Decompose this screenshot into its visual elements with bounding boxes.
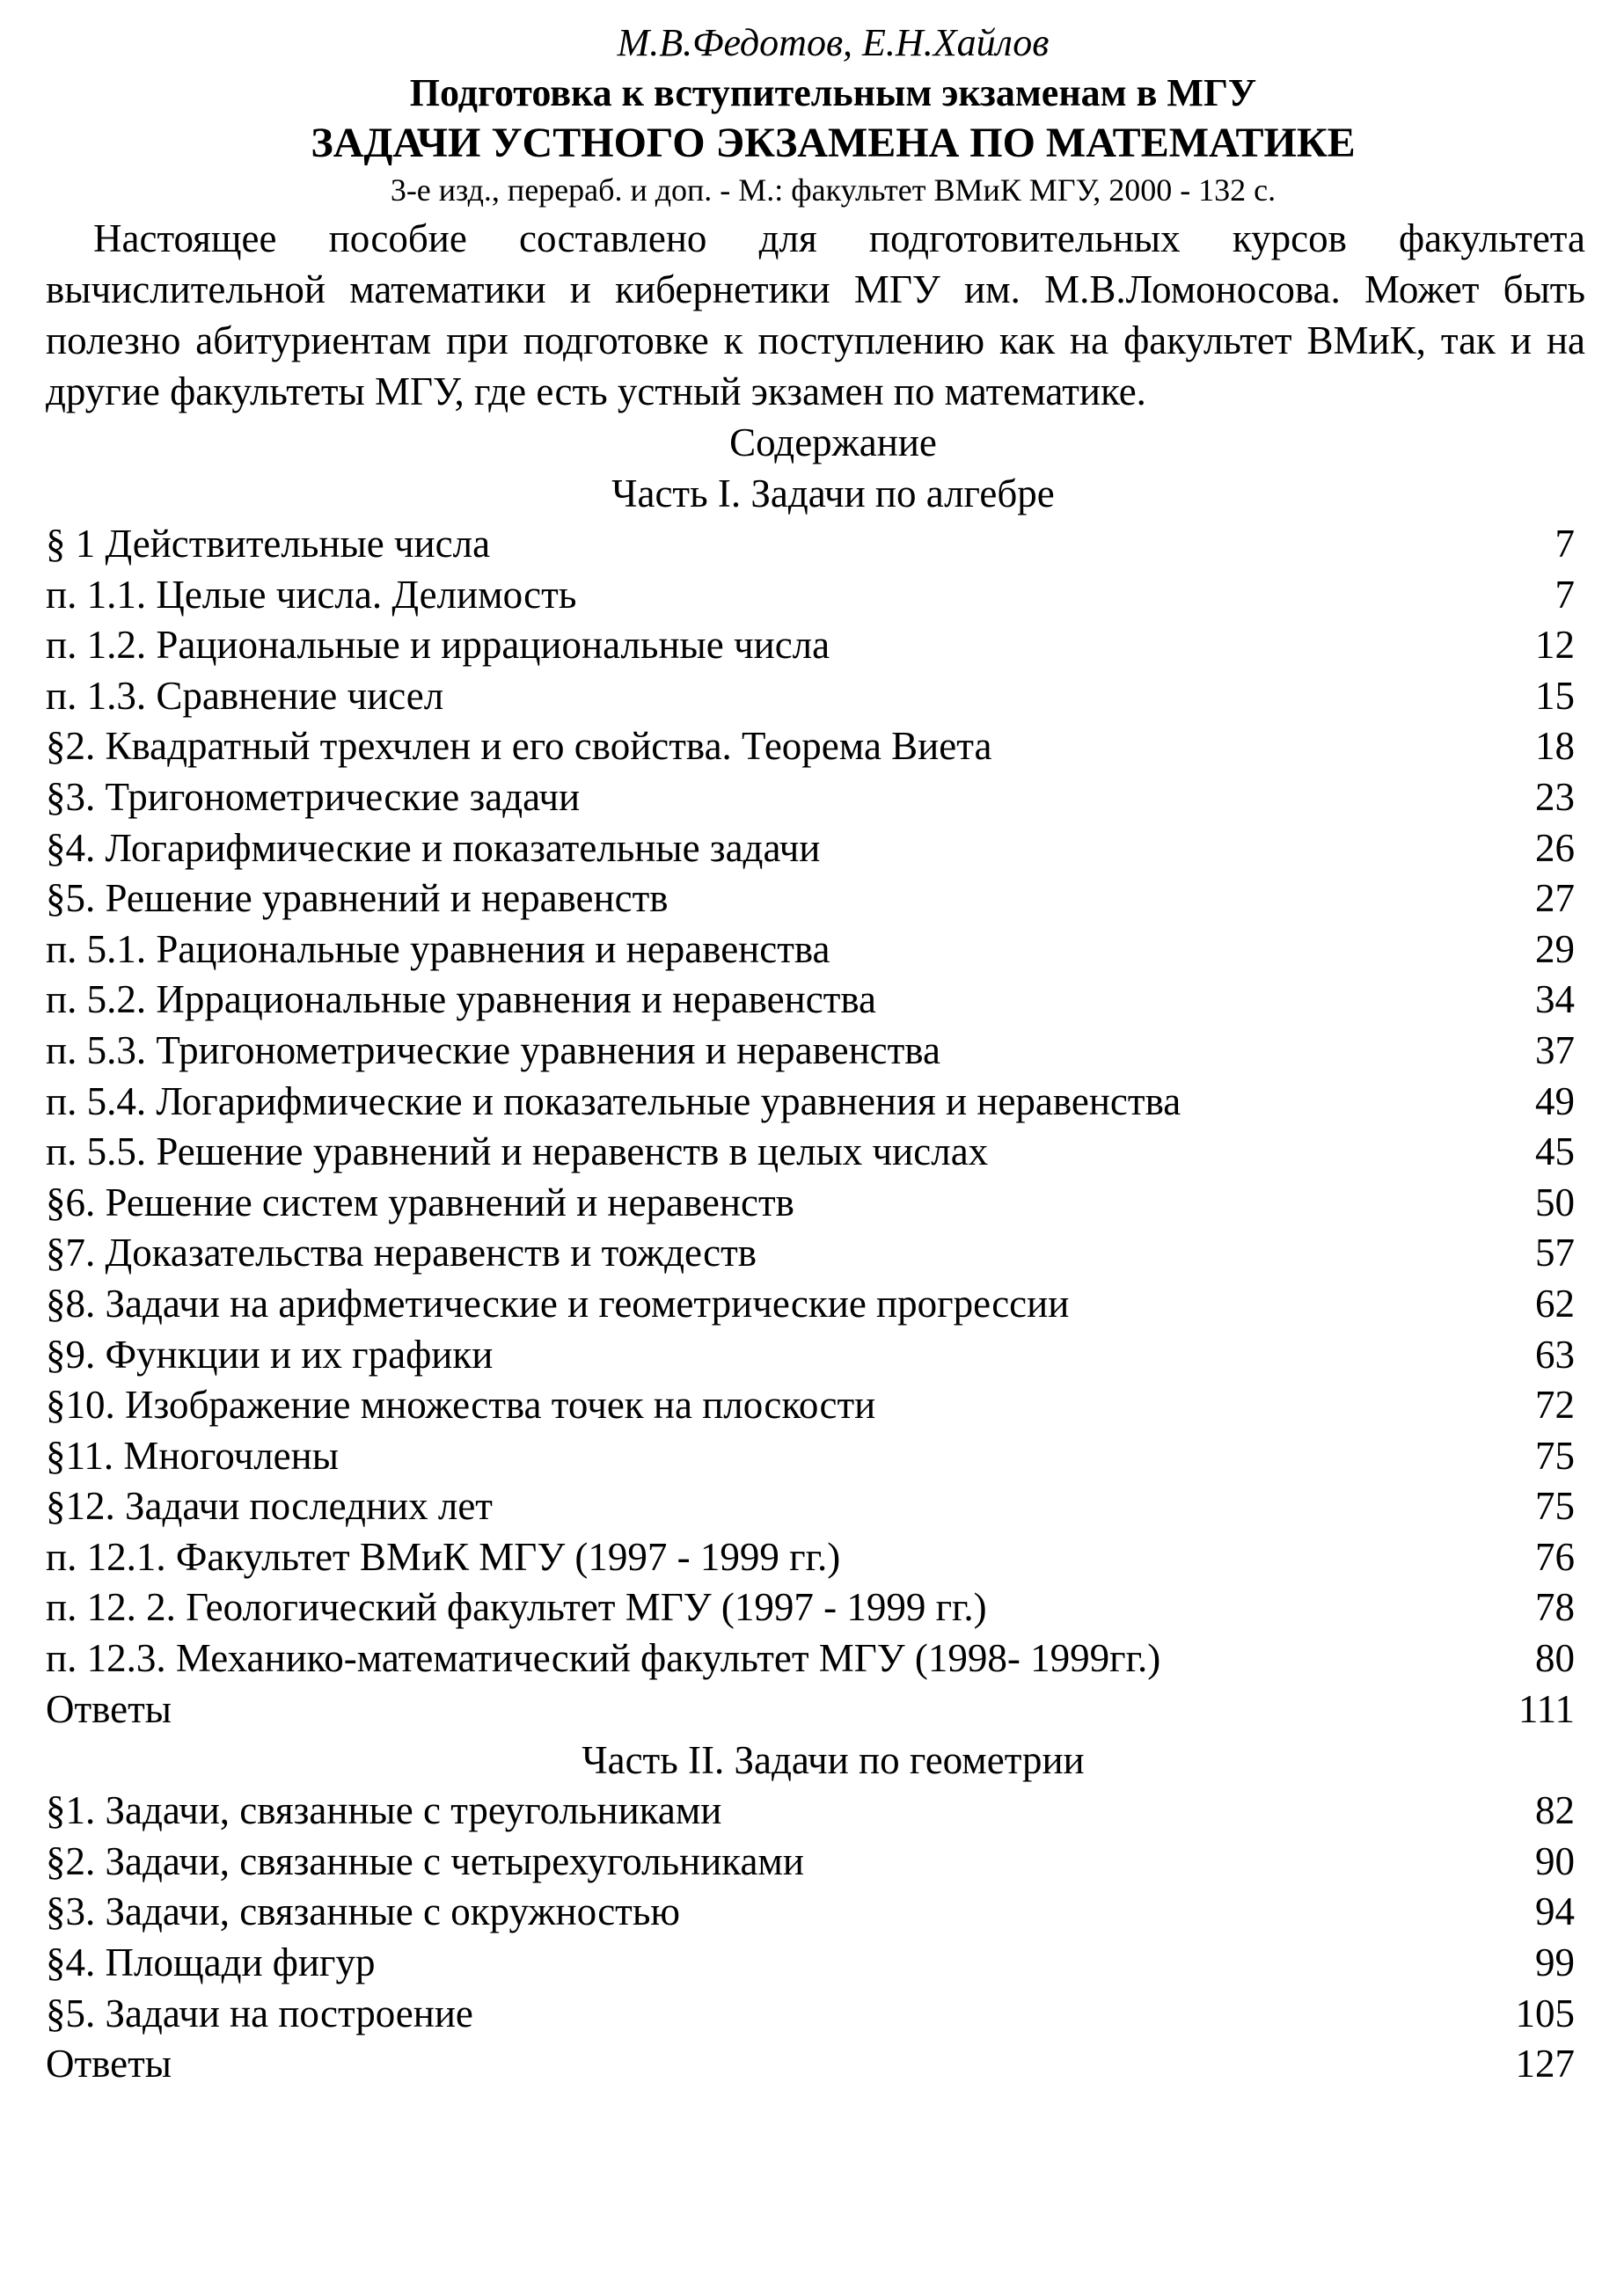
toc-entry-page: 49 [1535,1078,1575,1123]
toc-entry-title: п. 5.4. Логарифмические и показательные уравнения и неравенства [46,1078,1181,1123]
toc-entry-title: §1. Задачи, связанные с треугольниками [46,1788,722,1833]
toc-entry [46,1633,1575,1684]
toc-entry-title: §12. Задачи последних лет [46,1484,493,1529]
toc-entry-page: 45 [1535,1129,1575,1174]
toc-entry-page: 57 [1535,1231,1575,1275]
toc-entry-title: п. 1.3. Сравнение чисел [46,673,444,718]
toc-entry-title: §6. Решение систем уравнений и неравенств [46,1180,794,1224]
toc-entry [46,1228,1575,1279]
toc-entry-title: §8. Задачи на арифметические и геометрические прогрессии [46,1281,1070,1326]
toc-entry [46,1837,1575,1888]
toc-entry [46,772,1575,823]
toc-entry-title: п. 12.3. Механико-математический факультет МГУ (1998- 1999гг.) [46,1636,1161,1681]
toc-entry-page: 75 [1535,1484,1575,1529]
toc-entry [46,671,1575,722]
toc-entry [46,1989,1575,2040]
toc-entry-page: 63 [1535,1332,1575,1377]
toc-entry [46,873,1575,924]
toc-entry [46,1380,1575,1431]
toc-entry-page: 27 [1535,876,1575,921]
toc-entry-page: 26 [1535,825,1575,870]
toc-entry [46,1887,1575,1938]
toc-entry [46,1026,1575,1077]
toc-entry [46,1077,1575,1128]
toc-entry-title: п. 5.5. Решение уравнений и неравенств в целых числах [46,1129,989,1174]
toc-entry [46,924,1575,976]
toc-entry-title: п. 5.2. Иррациональные уравнения и неравенства [46,977,876,1022]
toc-entry-title: §4. Логарифмические и показательные задачи [46,825,821,870]
toc-entry [46,1786,1575,1837]
toc-entry-page: 50 [1535,1180,1575,1224]
document-page [46,18,1585,2090]
toc-entry-title: п. 1.2. Рациональные и иррациональные числа [46,623,830,668]
toc-entry-title: §10. Изображение множества точек на плоскости [46,1383,876,1428]
book-subtitle: Подготовка к вступительным экзаменам в МГУ [409,71,1257,114]
toc-entry [46,519,1575,570]
toc-entry-title: п. 5.1. Рациональные уравнения и неравенства [46,926,830,971]
toc-entry-title: §2. Задачи, связанные с четырехугольниками [46,1838,804,1883]
toc-entry-page: 12 [1535,623,1575,668]
toc-entry [46,620,1575,671]
part2-heading: Часть II. Задачи по геометрии [582,1738,1085,1783]
part1-heading: Часть I. Задачи по алгебре [611,471,1055,515]
toc-entry [46,1178,1575,1229]
toc-entry-page: 94 [1535,1889,1575,1934]
toc-entry-title: п. 1.1. Целые числа. Делимость [46,572,577,617]
toc-entry-title: §11. Многочлены [46,1433,339,1478]
annotation-paragraph: Настоящее пособие составлено для подготовительных курсов факультета вычислительной математики и кибернетики МГУ им. М.В.Ломоносова. Может быть полезно абитуриентам при подготовке к поступлению как на факультет ВМиК, так и на другие факультеты МГУ, где есть устный экзамен по математике. [46,216,1585,413]
toc-entry-page: 111 [1518,1686,1575,1731]
toc-entry [46,1431,1575,1482]
toc-entry-title: §7. Доказательства неравенств и тождеств [46,1231,757,1275]
part2-toc [46,1786,1585,2090]
toc-entry-page: 7 [1555,522,1575,566]
toc-entry [46,975,1575,1026]
toc-entry [46,1582,1575,1633]
toc-entry-page: 7 [1555,572,1575,617]
toc-entry-page: 18 [1535,724,1575,769]
toc-entry [46,1127,1575,1178]
toc-entry-title: Ответы [46,2042,172,2086]
toc-entry-page: 34 [1535,977,1575,1022]
toc-entry [46,1481,1575,1532]
toc-entry-page: 82 [1535,1788,1575,1833]
toc-entry-page: 99 [1535,1940,1575,1985]
toc-entry-page: 80 [1535,1636,1575,1681]
toc-entry-page: 23 [1535,774,1575,819]
toc-entry-title: §2. Квадратный трехчлен и его свойства. Теорема Виета [46,724,992,769]
toc-entry [46,1938,1575,1989]
toc-entry-title: §9. Функции и их графики [46,1332,494,1377]
toc-entry [46,1279,1575,1330]
toc-entry-title: п. 12.1. Факультет ВМиК МГУ (1997 - 1999 гг.) [46,1534,841,1579]
toc-entry [46,1532,1575,1583]
toc-entry [46,1330,1575,1381]
edition-info: 3-е изд., перераб. и доп. - М.: факультет ВМиК МГУ, 2000 - 132 с. [390,172,1277,208]
toc-entry [46,823,1575,874]
toc-entry-page: 62 [1535,1281,1575,1326]
part1-toc [46,519,1585,1735]
authors: М.В.Федотов, Е.Н.Хайлов [617,21,1050,64]
toc-entry-page: 127 [1515,2042,1575,2086]
toc-entry-title: Ответы [46,1686,172,1731]
toc-entry [46,721,1575,772]
book-title: ЗАДАЧИ УСТНОГО ЭКЗАМЕНА ПО МАТЕМАТИКЕ [311,120,1356,166]
toc-entry-page: 72 [1535,1383,1575,1428]
toc-entry-page: 15 [1535,673,1575,718]
toc-entry-page: 90 [1535,1838,1575,1883]
toc-entry-page: 37 [1535,1027,1575,1072]
toc-entry-page: 76 [1535,1534,1575,1579]
toc-entry-page: 75 [1535,1433,1575,1478]
toc-entry-page: 105 [1515,1991,1575,2035]
contents-heading: Содержание [729,420,937,464]
toc-entry-title: §5. Задачи на построение [46,1991,473,2035]
toc-entry-title: §4. Площади фигур [46,1940,376,1985]
toc-entry-page: 29 [1535,926,1575,971]
toc-entry-title: § 1 Действительные числа [46,522,491,566]
toc-entry-title: §3. Тригонометрические задачи [46,774,581,819]
toc-entry-title: п. 5.3. Тригонометрические уравнения и неравенства [46,1027,940,1072]
toc-entry [46,2039,1575,2090]
toc-entry-title: §5. Решение уравнений и неравенств [46,876,669,921]
toc-entry [46,570,1575,621]
toc-entry [46,1684,1575,1736]
toc-entry-title: §3. Задачи, связанные с окружностью [46,1889,680,1934]
toc-entry-title: п. 12. 2. Геологический факультет МГУ (1997 - 1999 гг.) [46,1585,987,1630]
toc-entry-page: 78 [1535,1585,1575,1630]
